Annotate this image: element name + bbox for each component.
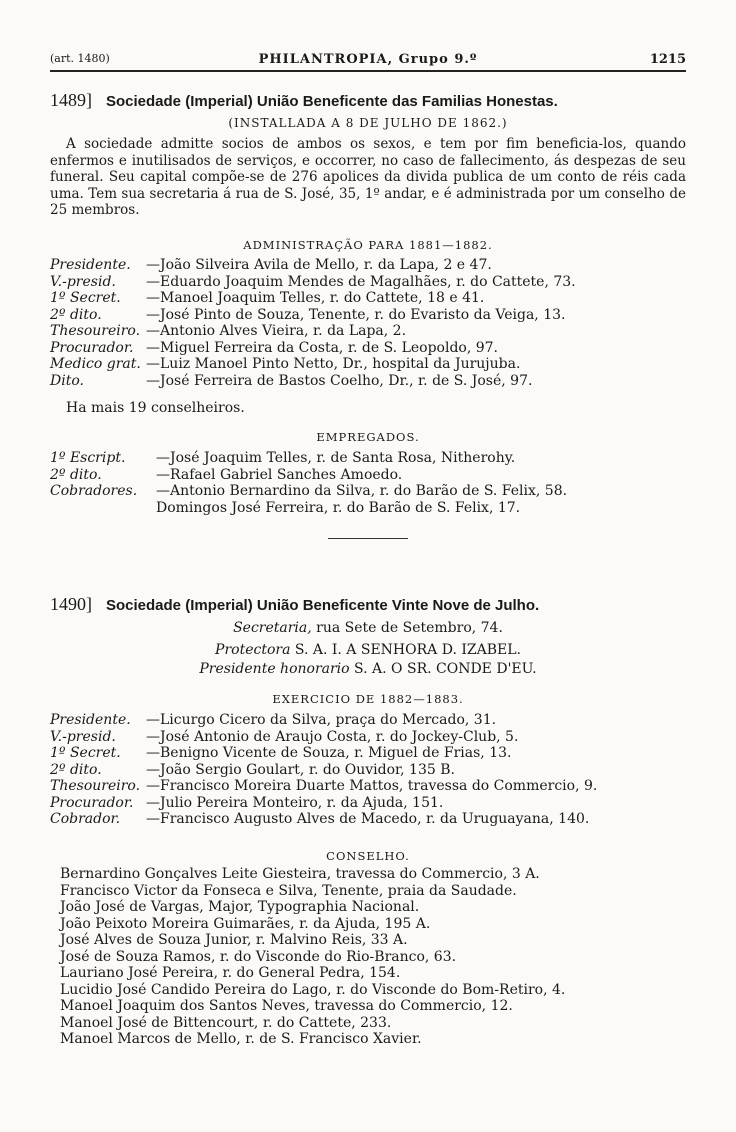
list-item: Manoel Marcos de Mello, r. de S. Francisco Xavier. <box>60 1031 422 1047</box>
entry-1489-description-block <box>50 136 686 219</box>
admin-row <box>50 356 686 373</box>
admin-name: —José Antonio de Araujo Costa, r. do Jockey-Club, 5. <box>146 728 519 745</box>
entry-1489-more: Ha mais 19 conselheiros. <box>66 400 245 416</box>
list-item: José de Souza Ramos, r. do Visconde do Rio-Branco, 63. <box>60 948 457 965</box>
presidente-honorario-label: Presidente honorario <box>199 661 350 677</box>
entry-1489-number: 1489] <box>50 90 92 110</box>
presidente-honorario-name: S. A. O SR. CONDE D'EU. <box>354 661 537 677</box>
admin-row <box>50 323 686 340</box>
list-item: João José de Vargas, Major, Typographia Nacional. <box>60 899 420 915</box>
admin-name: —Eduardo Joaquim Mendes de Magalhães, r. do Cattete, 73. <box>146 273 576 290</box>
entry-1490-title: Sociedade (Imperial) União Beneficente Vinte Nove de Julho. <box>106 597 540 614</box>
admin-name: —Licurgo Cicero da Silva, praça do Mercado, 31. <box>146 712 497 728</box>
entry-1490-protectora <box>50 642 686 659</box>
secretaria-address: rua Sete de Setembro, 74. <box>316 620 503 636</box>
admin-role: Thesoureiro. <box>50 778 141 794</box>
entry-1489-admin-title: ADMINISTRAÇÃO PARA 1881—1882. <box>243 238 493 252</box>
admin-name: —Antonio Alves Vieira, r. da Lapa, 2. <box>146 323 407 339</box>
list-item: Bernardino Gonçalves Leite Giesteira, travessa do Commercio, 3 A. <box>60 866 540 882</box>
admin-row <box>50 795 686 812</box>
admin-role: V.-presid. <box>50 728 116 745</box>
admin-row <box>50 257 686 274</box>
list-item: Manoel Joaquim dos Santos Neves, travessa do Commercio, 12. <box>60 998 513 1014</box>
staff-name: —Rafael Gabriel Sanches Amoedo. <box>156 466 403 483</box>
staff-row <box>50 450 686 467</box>
entry-1490-conselho-title: CONSELHO. <box>326 849 410 863</box>
list-item: Francisco Victor da Fonseca e Silva, Tenente, praia da Saudade. <box>60 882 517 899</box>
admin-role: 1º Secret. <box>50 745 121 761</box>
header-title: PHILANTROPIA, Grupo 9.º <box>258 52 478 67</box>
admin-row <box>50 290 686 307</box>
admin-name: —Francisco Moreira Duarte Mattos, travessa do Commercio, 9. <box>146 778 598 794</box>
admin-name: —Manoel Joaquim Telles, r. do Cattete, 18 e 41. <box>146 290 485 306</box>
admin-name: —José Ferreira de Bastos Coelho, Dr., r. de S. José, 97. <box>146 372 533 389</box>
admin-name: —Francisco Augusto Alves de Macedo, r. da Uruguayana, 140. <box>146 811 590 827</box>
entry-1490-secretaria <box>50 620 686 637</box>
entry-1489-staff-title: EMPREGADOS. <box>316 430 420 444</box>
entry-1490-admin-list <box>50 712 686 828</box>
admin-row <box>50 373 686 390</box>
secretaria-label: Secretaria, <box>233 620 312 636</box>
staff-row <box>50 500 686 517</box>
entry-1489-heading <box>50 90 686 111</box>
entry-1490-heading <box>50 594 686 615</box>
header-page-number: 1215 <box>649 52 686 67</box>
admin-row <box>50 340 686 357</box>
entry-1489-title: Sociedade (Imperial) União Beneficente das Familias Honestas. <box>106 93 558 110</box>
entry-1490-exercicio-title: EXERCICIO DE 1882—1883. <box>272 692 464 706</box>
entry-1490-conselho-list <box>60 866 680 1048</box>
admin-name: —Benigno Vicente de Souza, r. Miguel de Frias, 13. <box>146 745 512 761</box>
admin-name: —Julio Pereira Monteiro, r. da Ajuda, 151. <box>146 794 444 811</box>
admin-name: —João Silveira Avila de Mello, r. da Lapa, 2 e 47. <box>146 257 492 273</box>
admin-role: Dito. <box>50 372 84 389</box>
admin-row <box>50 811 686 828</box>
staff-role: 2º dito. <box>50 466 102 483</box>
page-header <box>50 52 686 70</box>
page <box>50 0 686 1132</box>
admin-row <box>50 274 686 291</box>
entry-1489-admin-list <box>50 257 686 389</box>
admin-role: Medico grat. <box>50 356 141 372</box>
staff-name: —Antonio Bernardino da Silva, r. do Barão de S. Felix, 58. <box>156 483 568 499</box>
header-rule <box>50 70 686 72</box>
admin-role: 1º Secret. <box>50 290 121 306</box>
entry-separator <box>328 538 408 539</box>
admin-row <box>50 307 686 324</box>
admin-name: —José Pinto de Souza, Tenente, r. do Evaristo da Veiga, 13. <box>146 306 566 323</box>
admin-role: Thesoureiro. <box>50 323 141 339</box>
admin-name: —Miguel Ferreira da Costa, r. de S. Leopoldo, 97. <box>146 339 499 356</box>
list-item: Lucidio José Candido Pereira do Lago, r. do Visconde do Bom-Retiro, 4. <box>60 981 566 998</box>
admin-role: 2º dito. <box>50 306 102 323</box>
header-article-ref: (art. 1480) <box>50 52 110 65</box>
staff-role: Cobradores. <box>50 483 138 499</box>
admin-row <box>50 745 686 762</box>
staff-role <box>50 500 156 517</box>
admin-name: —Luiz Manoel Pinto Netto, Dr., hospital da Jurujuba. <box>146 356 521 372</box>
staff-name: —José Joaquim Telles, r. de Santa Rosa, Nitherohy. <box>156 450 516 466</box>
list-item: Manoel José de Bittencourt, r. do Cattete, 233. <box>60 1014 392 1031</box>
entry-1490-number: 1490] <box>50 594 92 614</box>
admin-role: Procurador. <box>50 794 134 811</box>
admin-role: Procurador. <box>50 339 134 356</box>
admin-row <box>50 762 686 779</box>
admin-name: —João Sergio Goulart, r. do Ouvidor, 135 B. <box>146 761 455 778</box>
protectora-name: S. A. I. A SENHORA D. IZABEL. <box>294 642 521 658</box>
staff-row <box>50 467 686 484</box>
list-item: João Peixoto Moreira Guimarães, r. da Ajuda, 195 A. <box>60 915 431 932</box>
list-item: Lauriano José Pereira, r. do General Pedra, 154. <box>60 965 401 981</box>
entry-1489-installed: (INSTALLADA A 8 DE JULHO DE 1862.) <box>228 116 508 130</box>
protectora-label: Protectora <box>215 642 291 658</box>
staff-role: 1º Escript. <box>50 450 126 466</box>
admin-row <box>50 729 686 746</box>
entry-1490-presidente-honorario <box>50 661 686 678</box>
admin-row <box>50 778 686 795</box>
entry-1489-description: A sociedade admitte socios de ambos os sexos, e tem por fim beneficia-los, quando enfermos e inutilisados de serviços, e occorrer, no caso de fallecimento, ás despezas de seu funeral. Seu capital compõe-se de 276 apolices da divida publica de um conto de réis cada uma. Tem sua secretaria á rua de S. José, 35, 1º andar, e é administrada por um conselho de 25 membros. <box>50 136 686 218</box>
admin-role: Cobrador. <box>50 811 121 827</box>
staff-row <box>50 483 686 500</box>
admin-role: Presidente. <box>50 257 131 273</box>
admin-role: V.-presid. <box>50 273 116 290</box>
admin-role: 2º dito. <box>50 761 102 778</box>
list-item: José Alves de Souza Junior, r. Malvino Reis, 33 A. <box>60 932 408 948</box>
admin-role: Presidente. <box>50 712 131 728</box>
staff-name: Domingos José Ferreira, r. do Barão de S. Felix, 17. <box>156 499 521 516</box>
admin-row <box>50 712 686 729</box>
entry-1489-staff-list <box>50 450 686 516</box>
